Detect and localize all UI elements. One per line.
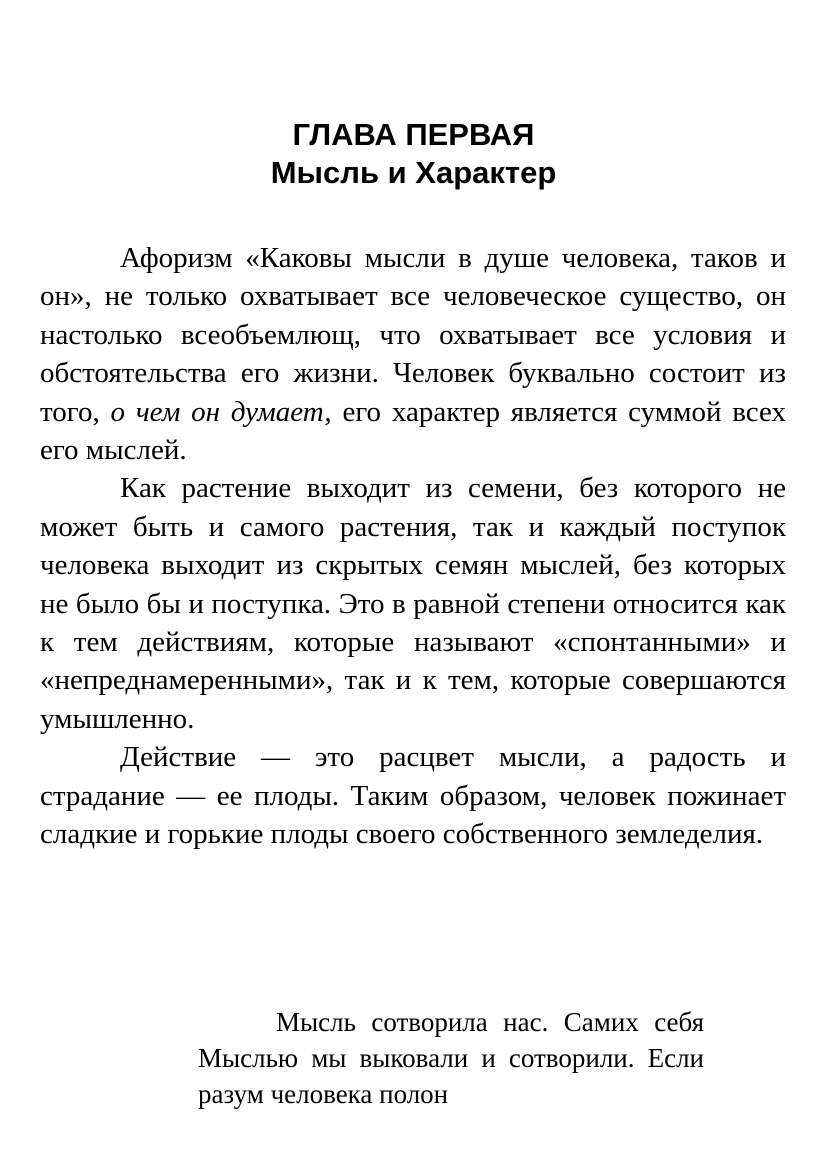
- epigraph-text: Мысль сотворила нас. Самих себя Мыслью мы выковали и сотворили. Если разум человека полон: [198, 1007, 704, 1109]
- epigraph: [198, 1004, 704, 1112]
- chapter-number: ГЛАВА ПЕРВАЯ: [292, 117, 535, 152]
- paragraph-1-text-before: Афоризм «Каковы мысли в душе человека, таков и он», не только охватывает все человеческое существо, он настолько всеобъемлющ, что охватывает все условия и обстоятельства его жизни. Человек буквально состоит из того,: [40, 242, 786, 428]
- paragraph-2: Как растение выходит из семени, без которого не может быть и самого растения, так и каждый поступок человека выходит из скрытых семян мыслей, без которых не было бы и поступка. Это в равной степени относится как к тем действиям, которые называют «спонтанными» и «непреднамеренными», так и к тем, которые совершаются умышленно.: [40, 472, 786, 735]
- paragraph-1-italic: о чем он думает,: [110, 395, 332, 428]
- chapter-title: Мысль и Характер: [270, 155, 557, 190]
- paragraph-1: [40, 239, 786, 469]
- paragraph-1-text-after: его характер является суммой всех его мыслей.: [40, 395, 787, 467]
- body-text: [40, 239, 786, 854]
- chapter-heading: [0, 116, 827, 192]
- paragraph-3: Действие — это расцвет мысли, а радость и страдание — ее плоды. Таким образом, человек пожинает сладкие и горькие плоды своего собственного земледелия.: [40, 741, 786, 851]
